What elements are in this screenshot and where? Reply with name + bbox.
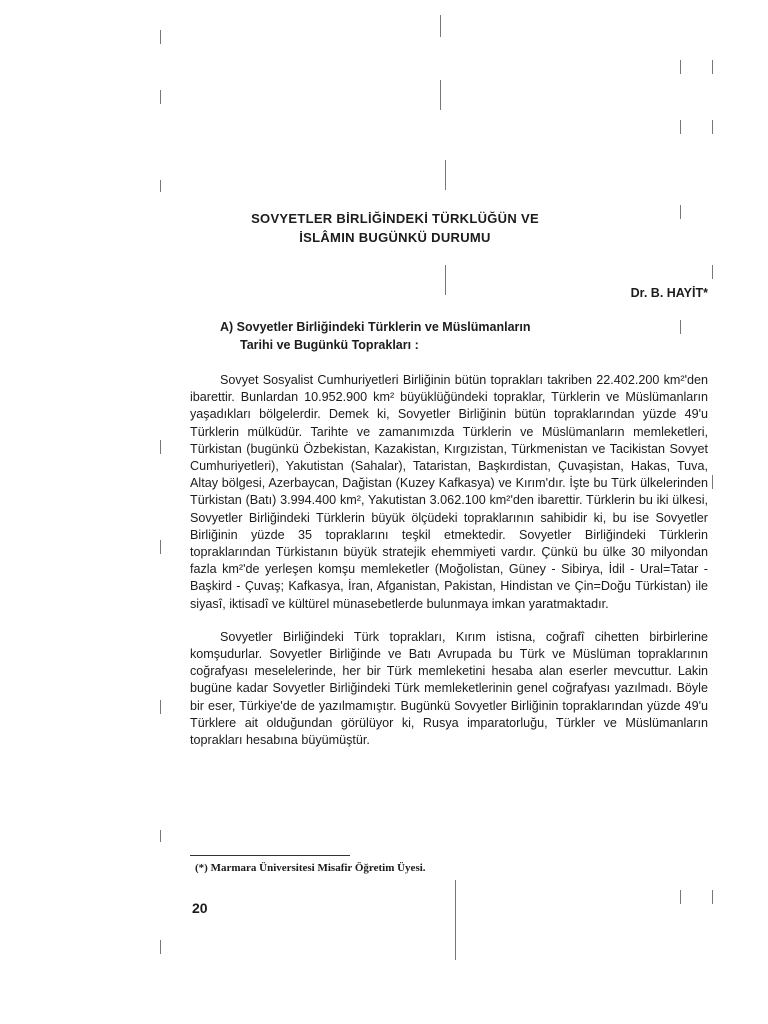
scan-mark [160,700,161,714]
article-title-line-2: İSLÂMIN BUGÜNKÜ DURUMU [299,230,491,245]
scan-mark [455,880,456,960]
author-name: Dr. B. HAYİT* [630,286,708,300]
footnote: (*) Marmara Üniversitesi Misafir Öğretim Üyesi. [195,862,426,874]
scan-mark [160,940,161,954]
section-heading [220,318,640,354]
scan-mark [680,60,681,74]
scan-mark [712,120,713,134]
scan-mark [160,830,161,842]
scan-mark [712,60,713,74]
page-number: 20 [192,900,208,916]
footnote-divider [190,855,350,856]
scan-mark [445,160,446,190]
article-body [190,372,708,749]
scan-mark [160,30,161,44]
scan-mark [440,80,441,110]
scan-mark [445,265,446,295]
scan-mark [160,180,161,192]
scan-mark [680,205,681,219]
scan-mark [160,540,161,554]
scan-mark [680,890,681,904]
scan-mark [712,890,713,904]
scan-mark [160,90,161,104]
scan-mark [440,15,441,37]
scan-mark [680,320,681,334]
body-paragraph-1: Sovyet Sosyalist Cumhuriyetleri Birliğinin bütün toprakları takriben 22.402.200 km²'den ibarettir. Bunlardan 10.952.900 km² büyüklüğündeki topraklar, Türklerin ve Müslümanların yaşadıkları bölgelerdir. Demek ki, Sovyetler Birliğinin bütün topraklarından yüzde 49'u Türklerin mülküdür. Tarihte ve zamanımızda Türklerin ve Müslümanların memleketleri, Türkistan (bugünkü Özbekistan, Kazakistan, Kırgızistan, Türkmenistan ve Tacikistan Sovyet Cumhuriyetleri), Yakutistan (Sahalar), Tataristan, Başkırdistan, Çuvaşistan, Hakas, Tuva, Altay bölgesi, Azerbaycan, Dağistan (Kuzey Kafkasya) ve Kırım'dır. İşte bu Türk ülkelerinden Türkistan (Batı) 3.994.400 km², Yakutistan 3.062.100 km²'den ibarettir. Türklerin bu iki ülkesi, Sovyetler Birliğindeki Türklerin büyük ölçüdeki topraklarının sahibidir ki, bu ise Sovyetler Birliğinin yüzde 35 topraklarını teşkil etmektedir. Sovyetler Birliğindeki Türklerin topraklarından Türkistanın büyük stratejik ehemmiyeti vardır. Çünkü bu ülke 30 milyondan fazla km²'de yerleşen komşu memleketler (Moğolistan, Güney - Sibirya, İdil - Ural=Tatar - Başkird - Çuvaş; Kafkasya, İran, Afganistan, Pakistan, Hindistan ve Çin=Doğu Türkistan) ile siyasî, iktisadî ve kültürel münasebetlerde bulunmaya imkan yaratmaktadır. [190,373,708,611]
scan-mark [712,265,713,279]
scan-mark [712,475,713,489]
section-heading-line-1: A) Sovyetler Birliğindeki Türklerin ve Müslümanların [220,320,531,334]
section-heading-line-2: Tarihi ve Bugünkü Toprakları : [240,338,419,352]
scan-mark [680,120,681,134]
body-paragraph-2: Sovyetler Birliğindeki Türk toprakları, Kırım istisna, coğrafî cihetten birbirlerine komşudurlar. Sovyetler Birliğinde ve Batı Avrupada bu Türk ve Müslüman topraklarının coğrafyası meselelerinde, her bir Türk memleketini hesaba alan eserler mevcuttur. Lakin bugüne kadar Sovyetler Birliğindeki Türk memleketlerinin genel coğrafyası yazılmadı. Böyle bir eser, Türkiye'de de yazılmamıştır. Bugünkü Sovyetler Birliğinin topraklarından yüzde 49'u Türklere ait olduğundan görülüyor ki, Rusya imparatorluğu, Türkler ve Müslümanların toprakları hesabına büyümüştür. [190,629,708,748]
scan-mark [160,440,161,454]
article-title-line-1: SOVYETLER BİRLİĞİNDEKİ TÜRKLÜĞÜN VE [251,211,539,226]
